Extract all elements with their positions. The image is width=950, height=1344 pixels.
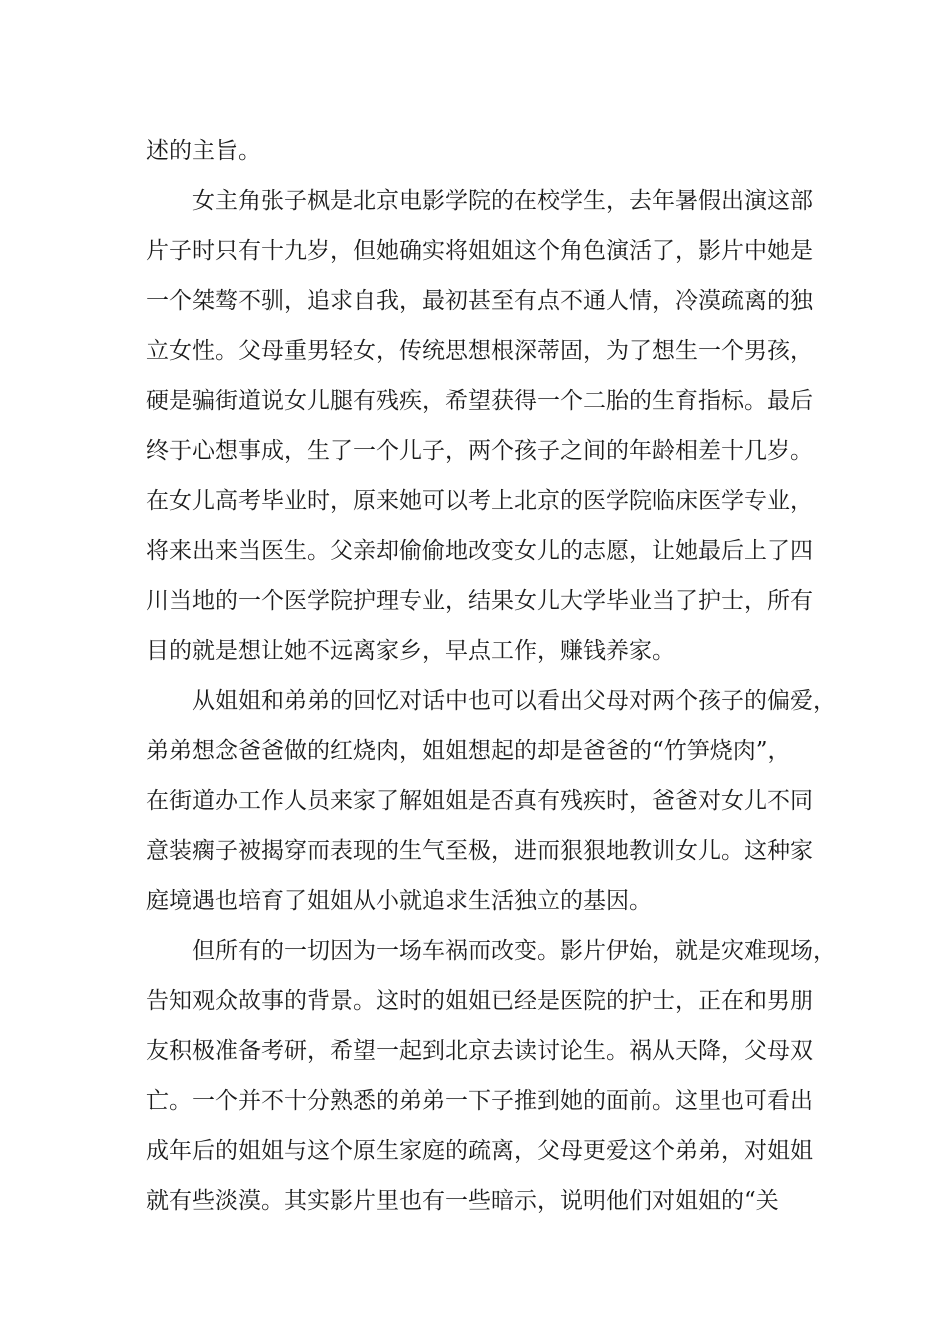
text-line: 终于心想事成，生了一个儿子，两个孩子之间的年龄相差十几岁。: [146, 438, 813, 464]
text-line: 将来出来当医生。父亲却偷偷地改变女儿的志愿，让她最后上了四: [146, 538, 813, 564]
text-line: 意装瘸子被揭穿而表现的生气至极，进而狠狠地教训女儿。这种家: [146, 838, 813, 864]
text-line: 成年后的姐姐与这个原生家庭的疏离，父母更爱这个弟弟，对姐姐: [146, 1138, 813, 1164]
text-line: 一个桀骜不驯，追求自我，最初甚至有点不通人情，冷漠疏离的独: [146, 288, 813, 314]
text-line: 亡。一个并不十分熟悉的弟弟一下子推到她的面前。这里也可看出: [146, 1088, 813, 1114]
text-line: 硬是骗街道说女儿腿有残疾，希望获得一个二胎的生育指标。最后: [146, 388, 813, 414]
text-line: 就有些淡漠。其实影片里也有一些暗示，说明他们对姐姐的“关: [146, 1188, 779, 1214]
text-line: 川当地的一个医学院护理专业，结果女儿大学毕业当了护士，所有: [146, 588, 813, 614]
text-line: 友积极准备考研，希望一起到北京去读讨论生。祸从天降，父母双: [146, 1038, 813, 1064]
text-line: 在女儿高考毕业时，原来她可以考上北京的医学院临床医学专业，: [146, 488, 813, 514]
text-line: 目的就是想让她不远离家乡，早点工作，赚钱养家。: [146, 638, 675, 664]
paragraph-start: 但所有的一切因为一场车祸而改变。影片伊始，就是灾难现场，: [192, 938, 836, 964]
text-line: 片子时只有十九岁，但她确实将姐姐这个角色演活了，影片中她是: [146, 238, 813, 264]
text-line: 告知观众故事的背景。这时的姐姐已经是医院的护士，正在和男朋: [146, 988, 813, 1014]
text-line: 弟弟想念爸爸做的红烧肉，姐姐想起的却是爸爸的“竹笋烧肉”，: [146, 738, 791, 764]
paragraph-start: 女主角张子枫是北京电影学院的在校学生，去年暑假出演这部: [192, 188, 813, 214]
text-line: 立女性。父母重男轻女，传统思想根深蒂固，为了想生一个男孩，: [146, 338, 813, 364]
text-line: 在街道办工作人员来家了解姐姐是否真有残疾时，爸爸对女儿不同: [146, 788, 813, 814]
paragraph-start: 从姐姐和弟弟的回忆对话中也可以看出父母对两个孩子的偏爱，: [192, 688, 836, 714]
text-line: 述的主旨。: [146, 138, 261, 164]
text-line: 庭境遇也培育了姐姐从小就追求生活独立的基因。: [146, 888, 652, 914]
